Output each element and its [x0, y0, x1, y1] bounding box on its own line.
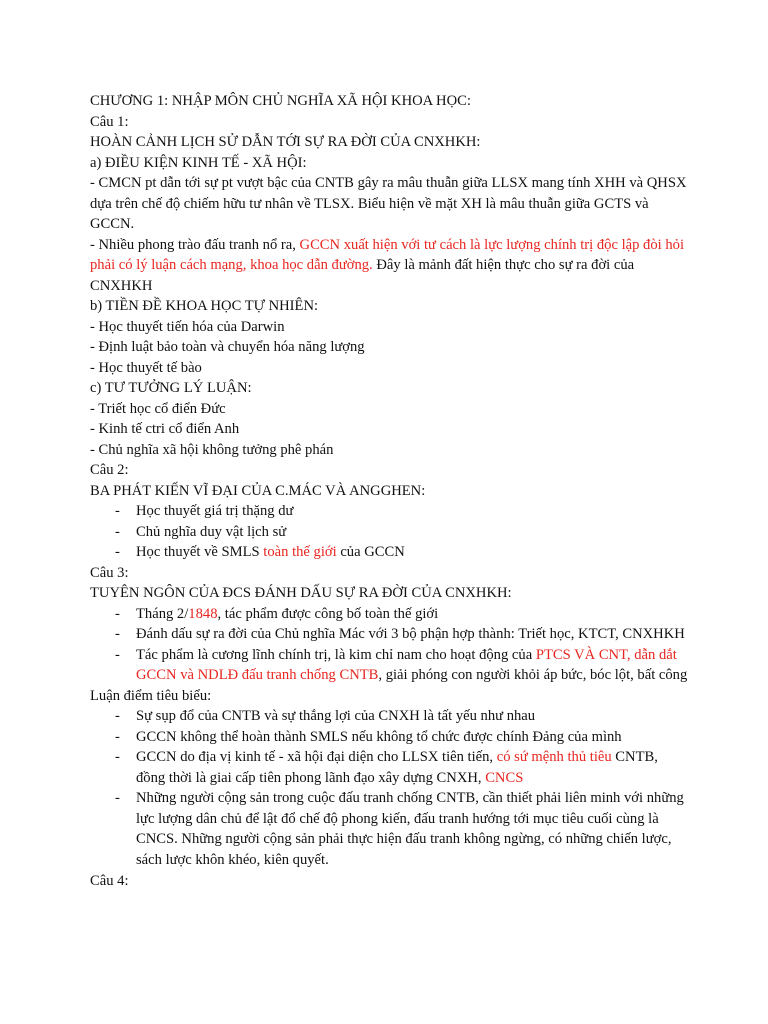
list-item-text: Học thuyết giá trị thặng dư	[136, 503, 294, 519]
dash-bullet: -	[115, 605, 120, 622]
text-run: Học thuyết về SMLS	[136, 544, 264, 560]
text-run: - Nhiều phong trào đấu tranh nổ ra,	[90, 236, 300, 253]
section-b-item: - Học thuyết tế bào	[90, 359, 202, 376]
question-3-heading: TUYÊN NGÔN CỦA ĐCS ĐÁNH DẤU SỰ RA ĐỜI CỦA CNXHKH:	[90, 585, 512, 601]
question-1-label: Câu 1:	[90, 113, 129, 130]
dash-bullet: -	[115, 728, 120, 745]
dash-bullet: -	[115, 544, 120, 560]
list-item	[90, 706, 690, 727]
list-item	[90, 501, 690, 522]
dash-bullet: -	[115, 708, 120, 724]
text-run: GCCN do địa vị kinh tế - xã hội đại diện cho LLSX tiên tiến,	[136, 749, 497, 765]
list-item-text: GCCN không thể hoàn thành SMLS nếu không tổ chức được chính Đảng của mình	[136, 728, 622, 745]
highlighted-text: có sứ mệnh thủ tiêu	[496, 749, 612, 765]
chapter-title: CHƯƠNG 1: NHẬP MÔN CHỦ NGHĨA XÃ HỘI KHOA HỌC:	[90, 93, 471, 109]
dash-bullet: -	[115, 790, 120, 806]
list-item	[90, 788, 690, 870]
list-item	[90, 727, 690, 748]
dash-bullet: -	[115, 626, 120, 642]
document-body	[90, 91, 690, 892]
highlighted-text: 1848	[188, 605, 218, 622]
section-b-item: - Định luật bảo toàn và chuyển hóa năng lượng	[90, 339, 365, 355]
highlighted-text: toàn thế giới	[263, 544, 337, 560]
question-4-label: Câu 4:	[90, 873, 129, 889]
list-item	[90, 604, 690, 625]
dash-bullet: -	[115, 749, 120, 765]
highlighted-text: GCCN xuất hiện với tư cách là lực lượng chính trị độc lập đòi hỏi phải có lý luận cách mạng, khoa học dẫn đường.	[90, 236, 685, 273]
section-b-item: - Học thuyết tiến hóa của Darwin	[90, 318, 285, 335]
list-item	[90, 747, 690, 788]
section-c-item: - Triết học cổ điển Đức	[90, 400, 226, 417]
list-item	[90, 522, 690, 543]
highlighted-text: PTCS VÀ CNT, dẫn dắt GCCN và NDLĐ đấu tranh chống CNTB	[136, 646, 677, 683]
text-run: Tác phẩm là cương lĩnh chính trị, là kim chỉ nam cho hoạt động của	[136, 646, 536, 663]
text-run: của GCCN	[336, 544, 405, 560]
text-run: , tác phẩm được công bố toàn thế giới	[217, 605, 439, 622]
list-item	[90, 645, 690, 686]
section-c-heading: c) TƯ TƯỞNG LÝ LUẬN:	[90, 380, 252, 396]
list-item-text: Đánh dấu sự ra đời của Chủ nghĩa Mác với 3 bộ phận hợp thành: Triết học, KTCT, CNXHKH	[136, 626, 685, 642]
highlighted-text: CNCS	[485, 769, 524, 786]
question-3-list	[90, 604, 690, 686]
list-item	[90, 542, 690, 563]
dash-bullet: -	[115, 523, 120, 540]
question-2-heading: BA PHÁT KIẾN VĨ ĐẠI CỦA C.MÁC VÀ ANGGHEN:	[90, 482, 426, 499]
section-a-paragraph-2	[90, 235, 690, 297]
section-c-item: - Kinh tế ctri cổ điển Anh	[90, 421, 240, 437]
question-2-label: Câu 2:	[90, 462, 129, 478]
text-run: Đây là mảnh đất hiện thực cho sự ra đời của CNXHKH	[90, 257, 635, 294]
list-item	[90, 624, 690, 645]
question-3-label: Câu 3:	[90, 564, 129, 581]
list-item-text: Chủ nghĩa duy vật lịch sử	[136, 523, 287, 540]
section-b-heading: b) TIỀN ĐỀ KHOA HỌC TỰ NHIÊN:	[90, 298, 319, 314]
section-a-heading: a) ĐIỀU KIỆN KINH TẾ - XÃ HỘI:	[90, 154, 307, 171]
key-points-list	[90, 706, 690, 870]
question-2-list	[90, 501, 690, 563]
text-run: Tháng 2/	[136, 605, 189, 622]
text-run: , giải phóng con người khỏi áp bức, bóc lột, bất công	[378, 667, 688, 683]
key-points-label: Luận điểm tiêu biểu:	[90, 687, 212, 704]
list-item-text: Sự sụp đổ của CNTB và sự thắng lợi của CNXH là tất yếu như nhau	[136, 708, 536, 724]
dash-bullet: -	[115, 646, 120, 663]
text-run: CNTB, đồng thời là giai cấp tiên phong lãnh đạo xây dựng CNXH,	[136, 749, 658, 786]
section-a-paragraph-1: - CMCN pt dẫn tới sự pt vượt bậc của CNTB gây ra mâu thuẫn giữa LLSX mang tính XHH và QHSX dựa trên chế độ chiếm hữu tư nhân về TLSX. Biểu hiện về mặt XH là mâu thuẫn giữa GCTS và GCCN.	[90, 175, 687, 232]
list-item-text: Những người cộng sản trong cuộc đấu tranh chống CNTB, cần thiết phải liên minh với những lực lượng dân chủ để lật đổ chế độ phong kiến, đấu tranh hướng tới mục tiêu cuối cùng là CNCS. Những người cộng sản phải thực hiện đấu tranh không ngừng, có những chiến lược, sách lược khôn khéo, kiên quyết.	[136, 790, 684, 868]
dash-bullet: -	[115, 503, 120, 519]
section-c-item: - Chủ nghĩa xã hội không tưởng phê phán	[90, 441, 334, 458]
question-1-heading: HOÀN CẢNH LỊCH SỬ DẪN TỚI SỰ RA ĐỜI CỦA CNXHKH:	[90, 134, 481, 150]
